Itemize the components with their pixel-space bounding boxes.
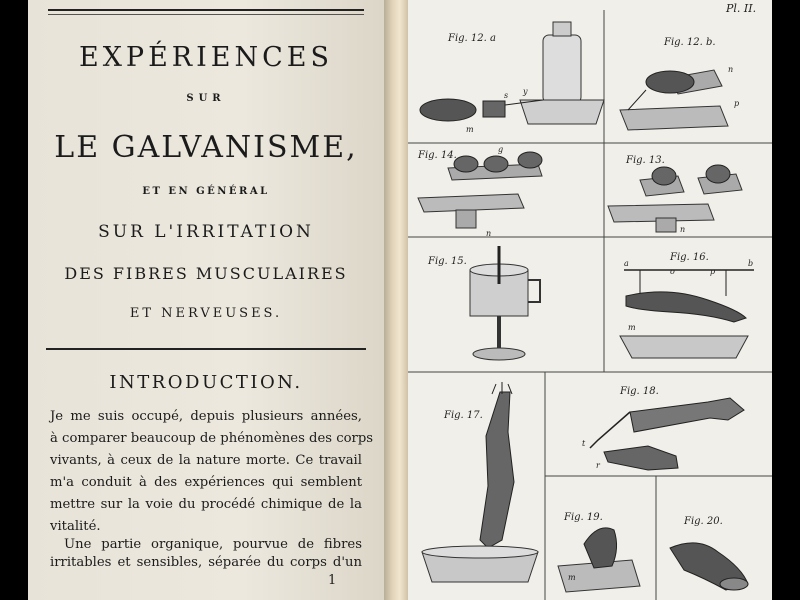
book-left-page — [28, 0, 384, 600]
figure-label: Fig. 12. a — [448, 33, 496, 44]
book-gutter — [384, 0, 408, 600]
figure-12b-drawing — [620, 65, 739, 130]
svg-text:b: b — [748, 259, 754, 268]
svg-text:n: n — [728, 65, 734, 74]
figure-label: Fig. 20. — [684, 516, 723, 527]
figure-label: Fig. 17. — [444, 410, 483, 421]
title-experiences: EXPÉRIENCES — [78, 42, 333, 73]
body-text-line: Je me suis occupé, depuis plusieurs années, — [50, 409, 362, 424]
body-text-line: m'a conduit à des expériences qui semblent — [50, 475, 362, 490]
svg-text:p: p — [710, 267, 716, 276]
svg-text:n: n — [680, 225, 686, 234]
svg-text:a: a — [624, 259, 629, 268]
section-divider-rule — [46, 348, 366, 350]
svg-text:g: g — [498, 145, 504, 154]
title-et-en-general: ET EN GÉNÉRAL — [142, 186, 270, 197]
engraved-plate — [408, 0, 772, 600]
title-galvanisme: LE GALVANISME, — [54, 130, 358, 165]
figure-20-drawing — [670, 543, 748, 590]
body-text-line: Une partie organique, pourvue de fibres — [64, 537, 362, 552]
svg-text:m: m — [568, 573, 576, 582]
section-heading-introduction: INTRODUCTION. — [109, 372, 303, 393]
svg-text:o: o — [670, 267, 675, 276]
svg-text:t: t — [582, 439, 586, 448]
figure-label: Fig. 12. b. — [664, 37, 716, 48]
svg-text:n: n — [486, 229, 492, 238]
figure-label: Fig. 19. — [564, 512, 603, 523]
body-text-line: vivants, à ceux de la nature morte. Ce travail — [50, 453, 362, 468]
figure-13-drawing — [608, 165, 742, 234]
figure-15-drawing — [470, 246, 540, 360]
svg-text:m: m — [466, 125, 474, 134]
figure-label: Fig. 16. — [670, 252, 709, 263]
figure-label: Fig. 18. — [620, 386, 659, 397]
figure-18-drawing — [582, 398, 744, 470]
top-double-rule-thin — [48, 14, 364, 15]
body-text-line: à comparer beaucoup de phénomènes des corps — [50, 431, 374, 446]
figure-label: Fig. 15. — [428, 256, 467, 267]
body-text-line: irritables et sensibles, séparée du corps d'un — [50, 555, 362, 570]
top-double-rule — [48, 9, 364, 11]
plate-title: Pl. II. — [726, 2, 757, 15]
title-irritation: SUR L'IRRITATION — [98, 222, 314, 242]
svg-text:y: y — [523, 87, 528, 96]
body-text-line: vitalité. — [50, 519, 101, 534]
plate-engravings — [408, 0, 772, 600]
title-sur: SUR — [186, 93, 226, 104]
figure-label: Fig. 14. — [418, 150, 457, 161]
title-fibres: DES FIBRES MUSCULAIRES — [64, 264, 348, 283]
figure-label: Fig. 13. — [626, 155, 665, 166]
figure-16-drawing — [620, 259, 754, 358]
svg-text:p: p — [734, 99, 740, 108]
svg-text:r: r — [596, 461, 600, 470]
body-text-line: mettre sur la voie du procédé chimique de la — [50, 497, 362, 512]
title-nerveuses: ET NERVEUSES. — [129, 306, 283, 321]
figure-19-drawing — [558, 528, 640, 592]
svg-text:m: m — [628, 323, 636, 332]
page-number: 1 — [328, 573, 337, 588]
svg-text:s: s — [504, 91, 509, 100]
